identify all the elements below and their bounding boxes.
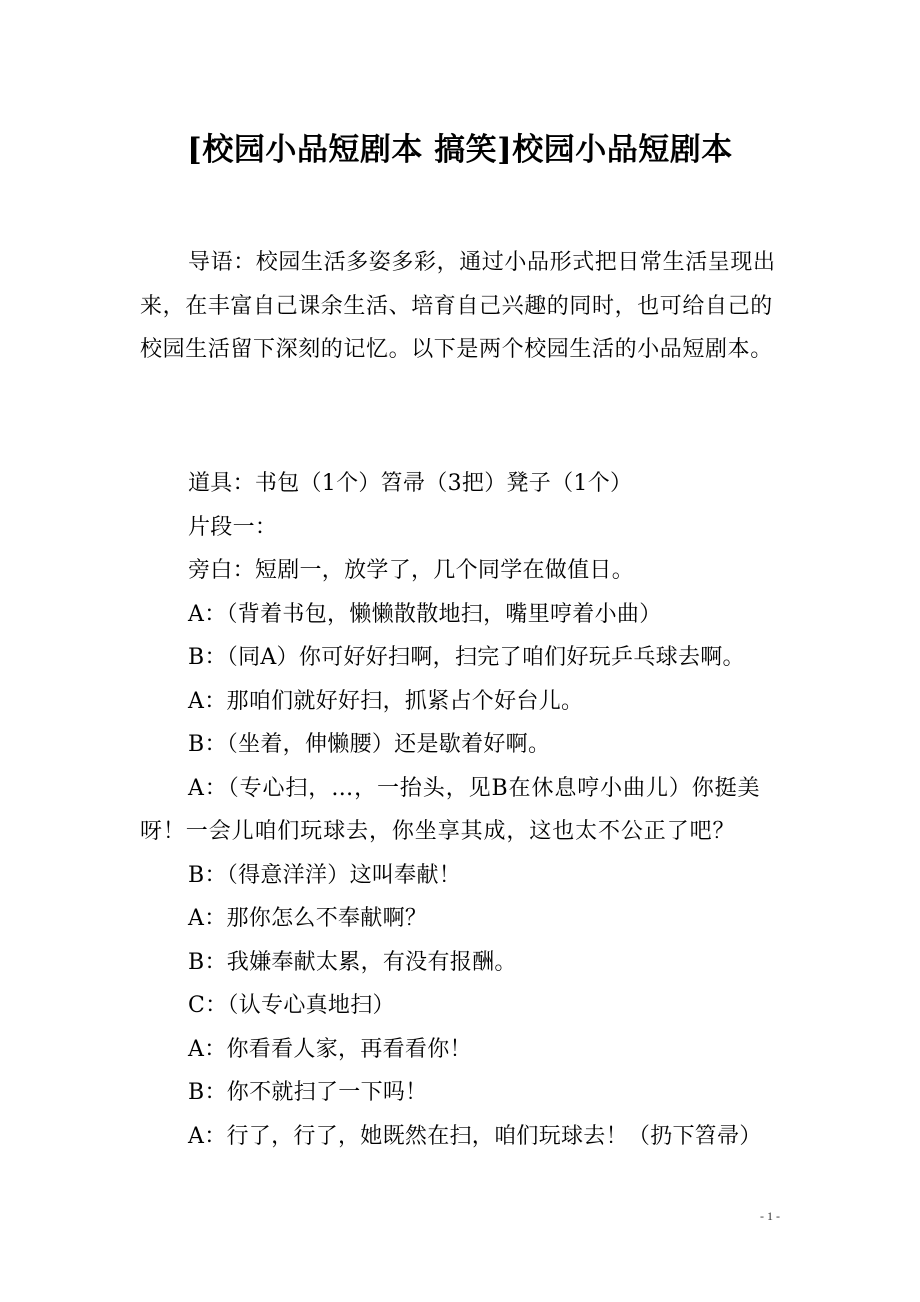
dialogue-line: A：（背着书包，懒懒散散地扫，嘴里哼着小曲）: [188, 601, 662, 627]
intro-paragraph: 导语：校园生活多姿多彩，通过小品形式把日常生活呈现出来，在丰富自己课余生活、培育自己兴趣的同时，也可给自己的校园生活留下深刻的记忆。以下是两个校园生活的小品短剧本。: [140, 250, 776, 362]
segment-heading: 片段一：: [188, 514, 278, 540]
dialogue-line: B：（坐着，伸懒腰）还是歇着好啊。: [188, 732, 551, 757]
dialogue-line: A：那咱们就好好扫，抓紧占个好台儿。: [188, 688, 584, 714]
dialogue-line: B：（同A）你可好好扫啊，扫完了咱们好玩乒乓球去啊。: [188, 645, 745, 670]
dialogue-line: B：我嫌奉献太累，有没有报酬。: [188, 949, 517, 975]
dialogue-line: A：你看看人家，再看看你！: [188, 1036, 472, 1062]
dialogue-line: B：你不就扫了一下吗！: [188, 1080, 428, 1105]
document-title: [校园小品短剧本 搞笑]校园小品短剧本: [187, 132, 733, 168]
dialogue-line: A：那你怎么不奉献啊？: [188, 906, 428, 931]
props-line: 道具：书包（1个）笤帚（3把）凳子（1个）: [188, 471, 633, 496]
dialogue-line: A：（专心扫，…，一抬头，见B在休息哼小曲儿）你挺美呀！一会儿咱们玩球去，你坐享其成，这也太不公正了吧？: [140, 775, 761, 844]
script-body: [140, 462, 780, 1158]
dialogue-line: C：（认专心真地扫）: [188, 993, 395, 1018]
dialogue-line: A：行了，行了，她既然在扫，咱们玩球去！（扔下笤帚）: [188, 1123, 762, 1149]
dialogue-line: B：（得意洋洋）这叫奉献！: [188, 862, 462, 888]
page-number: - 1 -: [760, 1209, 780, 1223]
narration-line: 旁白：短剧一，放学了，几个同学在做值日。: [188, 558, 635, 583]
